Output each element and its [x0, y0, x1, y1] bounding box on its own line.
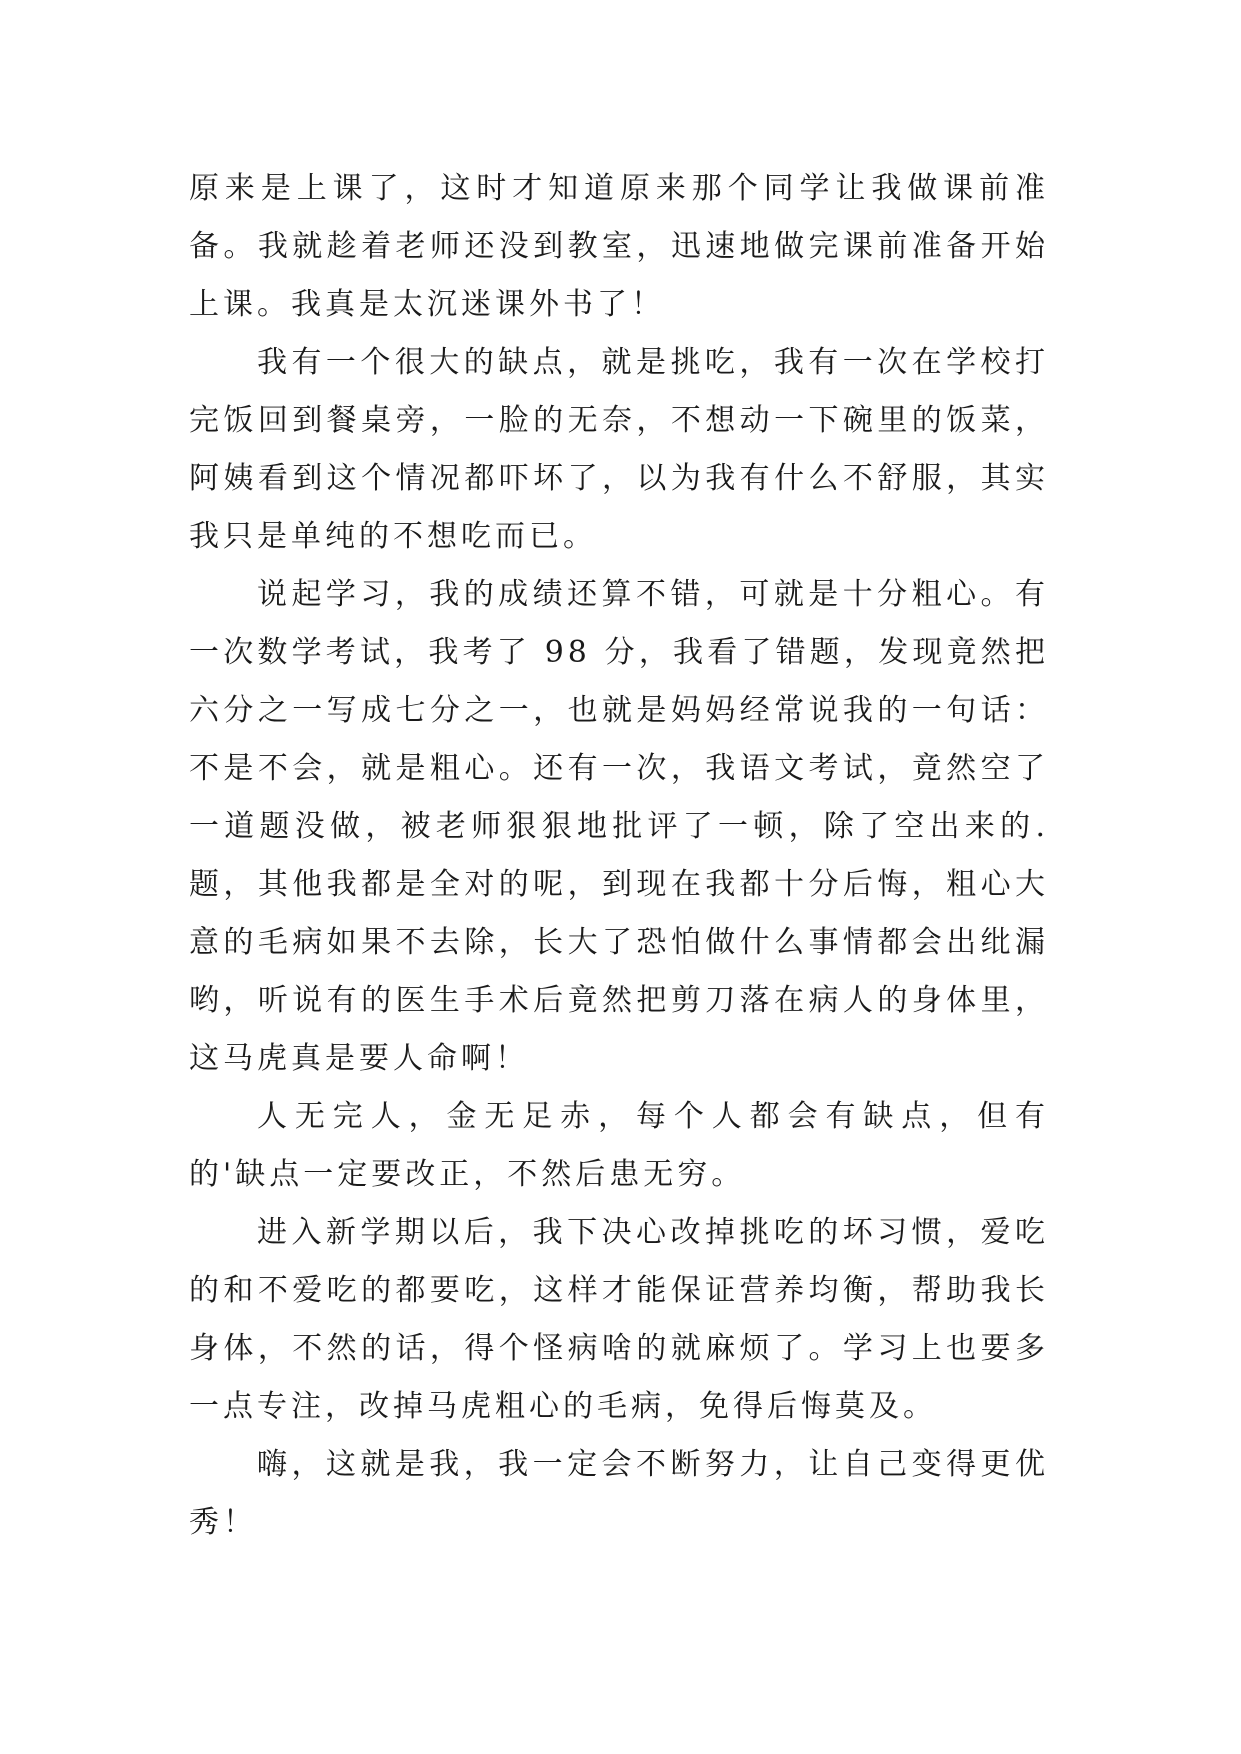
paragraph-continuation: 原来是上课了，这时才知道原来那个同学让我做课前准备。我就趁着老师还没到教室，迅速地做完课前准备开始上课。我真是太沉迷课外书了！ — [189, 171, 1049, 322]
paragraph-conclusion: 嗨，这就是我，我一定会不断努力，让自己变得更优秀！ — [189, 1447, 1049, 1540]
document-body — [189, 160, 1049, 1552]
paragraph-nobody-perfect: 人无完人，金无足赤，每个人都会有缺点，但有的'缺点一定要改正，不然后患无穷。 — [189, 1099, 1049, 1192]
paragraph-carelessness: 说起学习，我的成绩还算不错，可就是十分粗心。有一次数学考试，我考了 98 分，我看了错题，发现竟然把六分之一写成七分之一，也就是妈妈经常说我的一句话：不是不会，就是粗心。还有一次，我语文考试，竟然空了一道题没做，被老师狠狠地批评了一顿，除了空出来的.题，其他我都是全对的呢，到现在我都十分后悔，粗心大意的毛病如果不去除，长大了恐怕做什么事情都会出纰漏哟，听说有的医生手术后竟然把剪刀落在病人的身体里，这马虎真是要人命啊！ — [189, 577, 1049, 1076]
paragraph-picky-eating: 我有一个很大的缺点，就是挑吃，我有一次在学校打完饭回到餐桌旁，一脸的无奈，不想动一下碗里的饭菜，阿姨看到这个情况都吓坏了，以为我有什么不舒服，其实我只是单纯的不想吃而已。 — [189, 345, 1049, 554]
paragraph-resolution: 进入新学期以后，我下决心改掉挑吃的坏习惯，爱吃的和不爱吃的都要吃，这样才能保证营养均衡，帮助我长身体，不然的话，得个怪病啥的就麻烦了。学习上也要多一点专注，改掉马虎粗心的毛病，免得后悔莫及。 — [189, 1215, 1049, 1424]
